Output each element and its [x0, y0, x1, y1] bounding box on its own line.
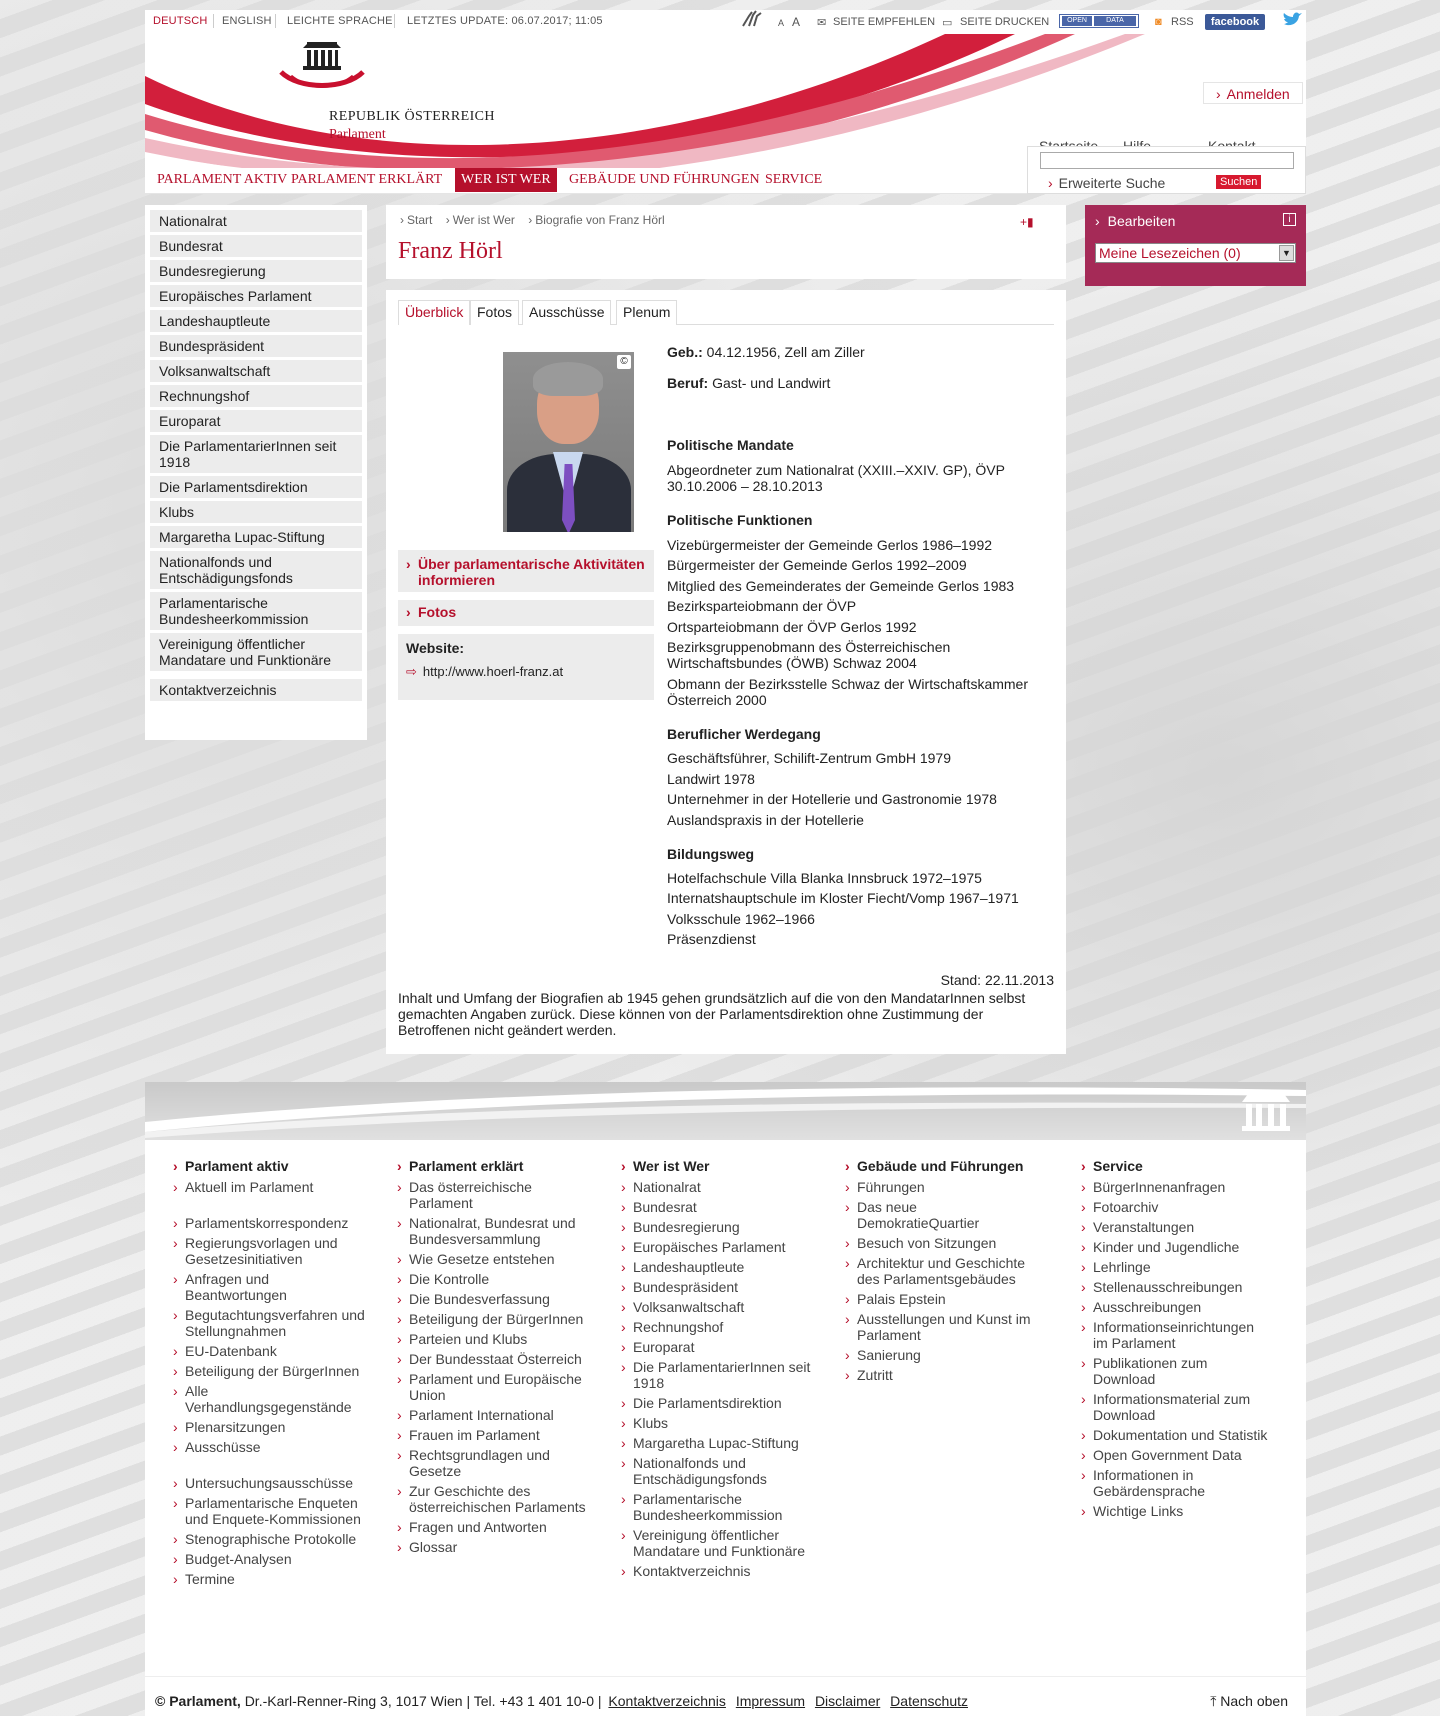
footer-link[interactable]: › Anfragen und Beantwortungen	[173, 1271, 373, 1303]
nav-parlament-erklaert[interactable]: PARLAMENT ERKLÄRT	[291, 172, 443, 187]
sidebar-item-landeshauptleute[interactable]: Landeshauptleute	[150, 310, 362, 332]
footer-link[interactable]: › Die Kontrolle	[397, 1271, 587, 1287]
photos-box	[398, 600, 654, 626]
lang-deutsch[interactable]: DEUTSCH	[153, 15, 208, 27]
footer-col-title[interactable]: › Service	[1081, 1158, 1271, 1174]
website-link[interactable]: http://www.hoerl-franz.at	[422, 664, 564, 679]
born-value: 04.12.1956, Zell am Ziller	[706, 344, 865, 360]
divider	[394, 14, 395, 28]
education-heading: Bildungsweg	[667, 846, 755, 862]
function-item: Ortsparteiobmann der ÖVP Gerlos 1992	[667, 619, 917, 635]
footer-link-impressum[interactable]: Impressum	[735, 1693, 806, 1709]
sidebar-item-volksanwaltschaft[interactable]: Volksanwaltschaft	[150, 360, 362, 382]
footer-link[interactable]: › Budget-Analysen	[173, 1551, 373, 1567]
sidebar-item-nationalfonds[interactable]: Nationalfonds und Entschädigungsfonds	[150, 551, 362, 589]
footer-link[interactable]: › Die Parlamentsdirektion	[621, 1395, 811, 1411]
top-bar	[145, 10, 1306, 34]
footer-link[interactable]: › Das österreichische Parlament	[397, 1179, 587, 1211]
footer-link[interactable]: › Glossar	[397, 1539, 587, 1555]
footer-link[interactable]: › Nationalfonds und Entschädigungsfonds	[621, 1455, 811, 1487]
title-box	[386, 205, 1066, 279]
website-entry	[406, 664, 646, 680]
breadcrumb	[400, 213, 675, 227]
print-icon[interactable]: ▭	[942, 17, 953, 29]
facebook-button[interactable]: facebook	[1205, 14, 1265, 30]
sidebar-item-kontaktverzeichnis[interactable]: Kontaktverzeichnis	[150, 679, 362, 701]
breadcrumb-current: › Biografie von Franz Hörl	[528, 213, 664, 227]
add-bookmark-icon[interactable]: +▮	[1020, 215, 1034, 229]
back-to-top-label: Nach oben	[1220, 1693, 1288, 1709]
footer-link-disclaimer[interactable]: Disclaimer	[814, 1693, 881, 1709]
tab-ueberblick[interactable]: Überblick	[398, 300, 470, 325]
rss-icon[interactable]: ◙	[1155, 16, 1162, 28]
photos-link[interactable]: › Fotos	[398, 604, 654, 620]
person-photo	[503, 352, 634, 532]
bookmarks-select-value: Meine Lesezeichen (0)	[1099, 245, 1241, 261]
career-item: Geschäftsführer, Schilift-Zentrum GmbH 1979	[667, 750, 951, 766]
footer-link[interactable]: › Stenographische Protokolle	[173, 1531, 373, 1547]
sign-language-icon[interactable]	[741, 10, 763, 31]
copyright-icon[interactable]: ©	[617, 355, 631, 369]
footer-link[interactable]: › Veranstaltungen	[1081, 1219, 1271, 1235]
open-data-left: OPEN	[1062, 16, 1092, 26]
function-item: Mitglied des Gemeinderates der Gemeinde Gerlos 1983	[667, 578, 1015, 594]
mandates-heading: Politische Mandate	[667, 437, 794, 453]
footer-link[interactable]: › Fragen und Antworten	[397, 1519, 587, 1535]
career-heading: Beruflicher Werdegang	[667, 726, 821, 742]
tab-plenum[interactable]: Plenum	[616, 300, 677, 325]
footer-col-gebaeude	[845, 1158, 1035, 1387]
career-item: Auslandspraxis in der Hotellerie	[667, 812, 864, 828]
footer-link[interactable]: › BürgerInnenanfragen	[1081, 1179, 1271, 1195]
arrow-up-icon: ⤒	[1210, 1693, 1217, 1709]
footer-link[interactable]: › Parlamentarische Enqueten und Enquete-Kommissionen	[173, 1495, 373, 1527]
footer-link[interactable]: › Informationen in Gebärdensprache	[1081, 1467, 1271, 1499]
footer-link[interactable]: › Bundesregierung	[621, 1219, 811, 1235]
search-box	[1027, 146, 1306, 194]
footer-swoosh	[145, 1082, 1306, 1140]
footer-link[interactable]: › Das neue DemokratieQuartier	[845, 1199, 1035, 1231]
sidebar-item-lupac-stiftung[interactable]: Margaretha Lupac-Stiftung	[150, 526, 362, 548]
open-data-badge[interactable]	[1059, 14, 1139, 28]
footer-link[interactable]: › Der Bundesstaat Österreich	[397, 1351, 587, 1367]
copyright-address: Dr.-Karl-Renner-Ring 3, 1017 Wien | Tel. +43 1 401 10-0 |	[244, 1693, 602, 1709]
footer-link[interactable]: › Bundespräsident	[621, 1279, 811, 1295]
footer-link[interactable]: › Publikationen zum Download	[1081, 1355, 1271, 1387]
footer-link-datenschutz[interactable]: Datenschutz	[890, 1693, 968, 1709]
footer-link[interactable]: › Zur Geschichte des österreichischen Parlaments	[397, 1483, 587, 1515]
website-label: Website:	[406, 640, 465, 656]
function-item: Obmann der Bezirksstelle Schwaz der Wirtschaftskammer Österreich 2000	[667, 676, 1028, 708]
sidebar-item-bundesrat[interactable]: Bundesrat	[150, 235, 362, 257]
font-large-button[interactable]: A	[792, 15, 801, 29]
footer-link[interactable]: › Informationsmaterial zum Download	[1081, 1391, 1271, 1423]
edit-box	[1085, 205, 1306, 286]
sidebar-item-parlamentsdirektion[interactable]: Die Parlamentsdirektion	[150, 476, 362, 498]
logo-title: REPUBLIK ÖSTERREICH	[329, 109, 495, 124]
twitter-icon[interactable]	[1283, 11, 1303, 30]
footer-link[interactable]: › Stellenausschreibungen	[1081, 1279, 1271, 1295]
footer-link[interactable]: › Regierungsvorlagen und Gesetzesinitiativen	[173, 1235, 373, 1267]
footer-parliament-icon	[1238, 1090, 1294, 1134]
job-value: Gast- und Landwirt	[712, 375, 831, 391]
mail-icon[interactable]: ✉	[817, 17, 827, 29]
footer-bottom-bar	[145, 1676, 1306, 1716]
footer-link[interactable]: › Rechnungshof	[621, 1319, 811, 1335]
sidebar-item-bundesheerkommission[interactable]: Parlamentarische Bundesheerkommission	[150, 592, 362, 630]
footer-link[interactable]: › Fotoarchiv	[1081, 1199, 1271, 1215]
nav-gebaeude[interactable]: GEBÄUDE UND FÜHRUNGEN	[569, 172, 760, 187]
footer-col-aktiv	[173, 1158, 373, 1591]
breadcrumb-wer-ist-wer[interactable]: › Wer ist Wer	[446, 213, 515, 227]
footer-link[interactable]: › Bundesrat	[621, 1199, 811, 1215]
sidebar-item-klubs[interactable]: Klubs	[150, 501, 362, 523]
lang-easy[interactable]: LEICHTE SPRACHE	[287, 15, 393, 27]
divider	[275, 14, 276, 28]
job-label: Beruf:	[667, 375, 709, 391]
footer-link[interactable]: › Open Government Data	[1081, 1447, 1271, 1463]
breadcrumb-start[interactable]: › Start	[400, 213, 432, 227]
tab-bar	[398, 300, 1054, 325]
footer-link[interactable]: › Untersuchungsausschüsse	[173, 1459, 373, 1491]
parliament-logo-icon[interactable]	[279, 40, 365, 96]
main-content	[386, 290, 1066, 1054]
footer-link[interactable]: › Wie Gesetze entstehen	[397, 1251, 587, 1267]
footer-link[interactable]: › Kinder und Jugendliche	[1081, 1239, 1271, 1255]
advanced-search-link[interactable]: › Erweiterte Suche	[1048, 175, 1165, 191]
website-box	[398, 634, 654, 700]
footer-link[interactable]: › Beteiligung der BürgerInnen	[173, 1363, 373, 1379]
footer-link[interactable]: › Termine	[173, 1571, 373, 1587]
open-data-right: DATA	[1094, 16, 1136, 26]
footer-link[interactable]: › Europäisches Parlament	[621, 1239, 811, 1255]
footer-link[interactable]: › Wichtige Links	[1081, 1503, 1271, 1519]
recommend-link[interactable]: SEITE EMPFEHLEN	[833, 16, 936, 28]
functions-heading: Politische Funktionen	[667, 512, 813, 528]
footer-link[interactable]: › Landeshauptleute	[621, 1259, 811, 1275]
education-item: Internatshauptschule im Kloster Fiecht/Vomp 1967–1971	[667, 890, 1019, 906]
edit-title[interactable]: › Bearbeiten	[1095, 213, 1175, 229]
mandate-item: Abgeordneter zum Nationalrat (XXIII.–XXIV. GP), ÖVP 30.10.2006 – 28.10.2013	[667, 462, 1005, 494]
footer-link[interactable]: › Parlament und Europäische Union	[397, 1371, 587, 1403]
footer-link[interactable]: › Plenarsitzungen	[173, 1419, 373, 1435]
education-item: Hotelfachschule Villa Blanka Innsbruck 1972–1975	[667, 870, 982, 886]
footer-col-title[interactable]: › Parlament erklärt	[397, 1158, 587, 1174]
stand-date: Stand: 22.11.2013	[940, 972, 1054, 988]
nav-service[interactable]: SERVICE	[765, 172, 823, 187]
function-item: Vizebürgermeister der Gemeinde Gerlos 1986–1992	[667, 537, 993, 553]
function-item: Bezirksparteiobmann der ÖVP	[667, 598, 857, 614]
footer-link[interactable]: › Margaretha Lupac-Stiftung	[621, 1435, 811, 1451]
footer-banner	[145, 1082, 1306, 1140]
activities-link[interactable]: › Über parlamentarische Aktivitäten informieren	[398, 556, 654, 588]
function-item: Bürgermeister der Gemeinde Gerlos 1992–2009	[667, 557, 967, 573]
footer-link[interactable]: › Ausstellungen und Kunst im Parlament	[845, 1311, 1035, 1343]
tab-fotos[interactable]: Fotos	[470, 300, 519, 325]
footer-link[interactable]: › Aktuell im Parlament	[173, 1179, 373, 1195]
footer-link[interactable]: › Besuch von Sitzungen	[845, 1235, 1035, 1251]
footer-col-wer-ist-wer	[621, 1158, 811, 1583]
chevron-down-icon: ▼	[1279, 245, 1294, 261]
footer-link[interactable]: › Begutachtungsverfahren und Stellungnahmen	[173, 1307, 373, 1339]
sidebar-item-vereinigung[interactable]: Vereinigung öffentlicher Mandatare und Funktionäre	[150, 633, 362, 671]
back-to-top-link[interactable]	[1210, 1693, 1288, 1710]
footer-link[interactable]: › Ausschüsse	[173, 1439, 373, 1455]
login-button[interactable]: › Anmelden	[1203, 82, 1303, 104]
career-item: Unternehmer in der Hotellerie und Gastronomie 1978	[667, 791, 997, 807]
footer-link[interactable]: › Ausschreibungen	[1081, 1299, 1271, 1315]
sidebar-item-parlamentarier-seit-1918[interactable]: Die ParlamentarierInnen seit 1918	[150, 435, 362, 473]
footer-link[interactable]: › Europarat	[621, 1339, 811, 1355]
lang-english[interactable]: ENGLISH	[222, 15, 272, 27]
footer-link[interactable]: › Führungen	[845, 1179, 1035, 1195]
career-item: Landwirt 1978	[667, 771, 755, 787]
job-line	[667, 375, 830, 391]
divider	[213, 14, 214, 28]
logo-subtitle: Parlament	[329, 127, 386, 142]
footer-copyright	[155, 1693, 971, 1709]
footer-link[interactable]: › Informationseinrichtungen im Parlament	[1081, 1319, 1271, 1351]
footer-link[interactable]: › Beteiligung der BürgerInnen	[397, 1311, 587, 1327]
photo-hair	[533, 362, 603, 396]
footer-link[interactable]: › Parlamentskorrespondenz	[173, 1199, 373, 1231]
education-item: Präsenzdienst	[667, 931, 756, 947]
sidebar-item-bundesregierung[interactable]: Bundesregierung	[150, 260, 362, 282]
footer-link[interactable]: › Nationalrat	[621, 1179, 811, 1195]
born-label: Geb.:	[667, 344, 703, 360]
disclaimer-note: Inhalt und Umfang der Biografien ab 1945 gehen grundsätzlich auf die von den MandatarInnen selbst gemachten Angaben zurück. Diese können von der Parlamentsdirektion ohne Zustimmung der Betroffenen nicht geändert werden.	[398, 990, 1026, 1038]
external-link-icon: ⇨	[406, 664, 417, 679]
footer-link[interactable]: › Alle Verhandlungsgegenstände	[173, 1383, 373, 1415]
activities-box	[398, 550, 654, 592]
footer-link[interactable]: › Parlament International	[397, 1407, 587, 1423]
footer-col-erklaert	[397, 1158, 587, 1559]
footer-col-title[interactable]: › Gebäude und Führungen	[845, 1158, 1035, 1174]
copyright-name: © Parlament,	[155, 1693, 241, 1709]
search-button[interactable]: Suchen	[1216, 175, 1261, 189]
search-input[interactable]	[1040, 152, 1294, 169]
footer-link[interactable]: › Klubs	[621, 1415, 811, 1431]
left-sidebar	[145, 205, 367, 740]
footer-link[interactable]: › Lehrlinge	[1081, 1259, 1271, 1275]
footer-link[interactable]: › Parteien und Klubs	[397, 1331, 587, 1347]
sidebar-item-europarat[interactable]: Europarat	[150, 410, 362, 432]
footer-link[interactable]: › Die Bundesverfassung	[397, 1291, 587, 1307]
page-title: Franz Hörl	[398, 238, 503, 264]
footer-link[interactable]: › Sanierung	[845, 1347, 1035, 1363]
font-small-button[interactable]: A	[778, 18, 785, 28]
sidebar-item-nationalrat[interactable]: Nationalrat	[150, 210, 362, 232]
footer-link[interactable]: › Zutritt	[845, 1367, 1035, 1383]
education-item: Volksschule 1962–1966	[667, 911, 815, 927]
footer-link[interactable]: › Die ParlamentarierInnen seit 1918	[621, 1359, 811, 1391]
nav-wer-ist-wer[interactable]: WER IST WER	[455, 168, 557, 192]
footer-link-kontaktverzeichnis[interactable]: Kontaktverzeichnis	[608, 1693, 726, 1709]
footer-link[interactable]: › Dokumentation und Statistik	[1081, 1427, 1271, 1443]
footer-link[interactable]: › Vereinigung öffentlicher Mandatare und Funktionäre	[621, 1527, 811, 1559]
footer-col-title[interactable]: › Parlament aktiv	[173, 1158, 373, 1174]
footer-sitemap	[145, 1140, 1306, 1676]
tab-ausschuesse[interactable]: Ausschüsse	[522, 300, 611, 325]
born-line	[667, 344, 865, 360]
info-icon[interactable]: i	[1283, 213, 1296, 226]
footer-col-service	[1081, 1158, 1271, 1523]
sidebar-item-eu-parlament[interactable]: Europäisches Parlament	[150, 285, 362, 307]
nav-parlament-aktiv[interactable]: PARLAMENT AKTIV	[157, 172, 288, 187]
footer-link[interactable]: › Rechtsgrundlagen und Gesetze	[397, 1447, 587, 1479]
footer-link[interactable]: › Nationalrat, Bundesrat und Bundesversammlung	[397, 1215, 587, 1247]
rss-link[interactable]: RSS	[1171, 16, 1194, 28]
footer-col-title[interactable]: › Wer ist Wer	[621, 1158, 811, 1174]
sidebar-item-bundespraesident[interactable]: Bundespräsident	[150, 335, 362, 357]
footer-link[interactable]: › Parlamentarische Bundesheerkommission	[621, 1491, 811, 1523]
print-link[interactable]: SEITE DRUCKEN	[960, 16, 1050, 28]
footer-link[interactable]: › Kontaktverzeichnis	[621, 1563, 811, 1579]
footer-link[interactable]: › Frauen im Parlament	[397, 1427, 587, 1443]
footer-link[interactable]: › Palais Epstein	[845, 1291, 1035, 1307]
last-update: LETZTES UPDATE: 06.07.2017; 11:05	[407, 15, 603, 27]
footer-link[interactable]: › Volksanwaltschaft	[621, 1299, 811, 1315]
footer-link[interactable]: › EU-Datenbank	[173, 1343, 373, 1359]
function-item: Bezirksgruppenobmann des Österreichischen Wirtschaftsbundes (ÖWB) Schwaz 2004	[667, 639, 951, 671]
footer-link[interactable]: › Architektur und Geschichte des Parlamentsgebäudes	[845, 1255, 1035, 1287]
sidebar-item-rechnungshof[interactable]: Rechnungshof	[150, 385, 362, 407]
bookmarks-select[interactable]	[1095, 243, 1296, 263]
